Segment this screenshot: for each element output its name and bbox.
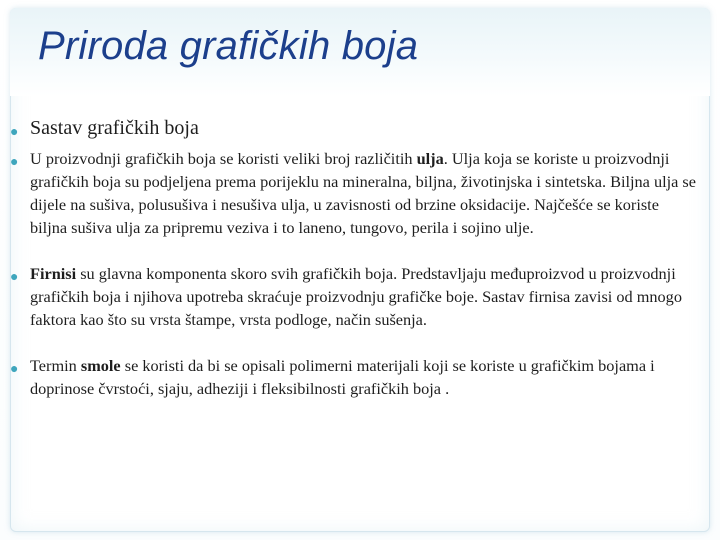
slide-title: Priroda grafičkih boja [38, 24, 419, 68]
list-item-resins [10, 354, 700, 400]
round-bullet-icon: ● [10, 362, 19, 377]
oils-term: ulja [416, 149, 444, 168]
varnish-suffix: su glavna komponenta skoro svih grafičkih boja. Predstavljaju međuproizvod u proizvodnji grafičkih boja i njihova upotreba skraćuje proizvodnju grafičke boje. Sastav firnisa zavisi od mnogo faktora kao što su vrsta štampe, vrsta podloge, način sušenja. [30, 264, 682, 329]
oils-suffix: . Ulja koja se koriste u proizvodnji grafičkih boja su podjeljena prema porijeklu na mineralna, biljna, životinjska i sintetska. Biljna ulja se dijele na sušiva, polusušiva i nesušiva ulja, u zavisnosti od brzine oksidacije. Najčešće se koriste biljna sušiva ulja za pripremu veziva i to laneno, tungovo, perila i sojino ulje. [30, 149, 696, 237]
list-item-varnish [10, 262, 700, 331]
oils-prefix: U proizvodnji grafičkih boja se koristi veliki broj različitih [30, 149, 417, 168]
list-item-heading [10, 115, 700, 141]
bullet-list [10, 115, 700, 400]
heading-text: Sastav grafičkih boja [30, 117, 199, 139]
list-item-oils [10, 147, 700, 239]
resins-suffix: se koristi da bi se opisali polimerni materijali koji se koriste u grafičkim bojama i doprinose čvrstoći, sjaju, adheziji i fleksibilnosti grafičkih boja . [30, 356, 655, 398]
resins-prefix: Termin [30, 356, 81, 375]
round-bullet-icon: ● [10, 125, 19, 140]
varnish-term: Firnisi [30, 264, 77, 283]
round-bullet-icon: ● [10, 155, 19, 170]
resins-term: smole [80, 356, 121, 375]
round-bullet-icon: ● [10, 270, 19, 285]
